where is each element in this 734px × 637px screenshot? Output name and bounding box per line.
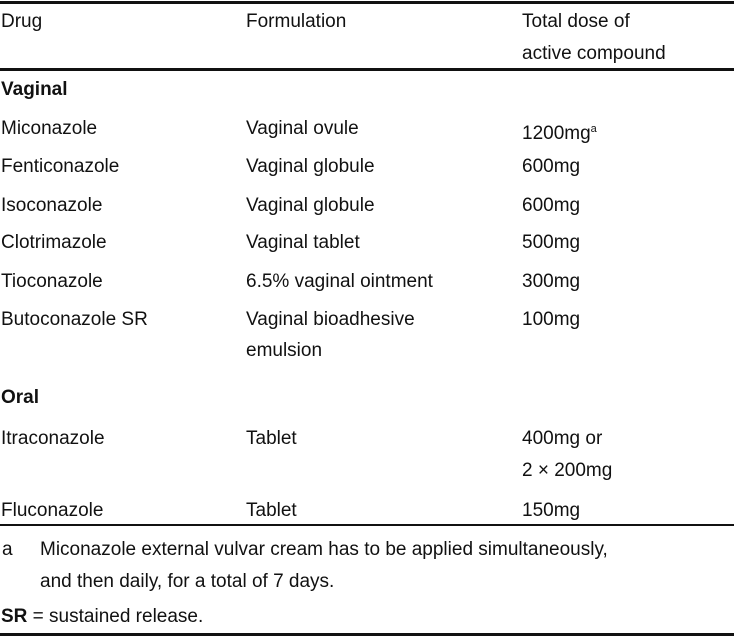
formulation: Vaginal bioadhesive [246,309,415,330]
dose: 300mg [522,271,581,292]
header-formulation: Formulation [246,11,347,32]
top-rule [0,1,734,4]
dose [522,118,597,145]
dose: 150mg [522,500,581,521]
dose: 500mg [522,232,581,253]
footnote-a-line1: Miconazole external vulvar cream has to be applied simultaneously, [40,539,608,560]
formulation: Vaginal tablet [246,232,360,253]
sr-text: = sustained release. [27,606,204,627]
formulation: Tablet [246,428,297,449]
drug: Fenticonazole [1,156,120,177]
drug: Fluconazole [1,500,104,521]
header-drug: Drug [1,11,43,32]
footer-rule [0,524,734,526]
formulation: Vaginal ovule [246,118,359,139]
drug: Itraconazole [1,428,105,449]
footnote-a-line2: and then daily, for a total of 7 days. [40,571,335,592]
formulation-cont: emulsion [246,340,323,361]
sr-abbr: SR [1,606,28,627]
footnote-sr [1,606,203,628]
header-dose-1: Total dose of [522,11,630,32]
section-vaginal: Vaginal [1,79,68,100]
dose: 400mg or [522,428,603,449]
dose-value: 1200mg [522,123,591,144]
dose: 600mg [522,195,581,216]
dose: 100mg [522,309,581,330]
dose: 600mg [522,156,581,177]
drug: Miconazole [1,118,98,139]
footnote-marker-a: a [2,539,13,560]
header-rule [0,68,734,71]
dose-cont: 2 × 200mg [522,460,613,481]
drug: Isoconazole [1,195,103,216]
formulation: Vaginal globule [246,195,375,216]
drug: Tioconazole [1,271,103,292]
bottom-rule [0,633,734,636]
formulation: Tablet [246,500,297,521]
section-oral: Oral [1,387,40,408]
drug: Clotrimazole [1,232,107,253]
formulation: Vaginal globule [246,156,375,177]
header-dose-2: active compound [522,43,666,64]
formulation: 6.5% vaginal ointment [246,271,433,292]
drug: Butoconazole SR [1,309,148,330]
footnote-marker: a [590,123,597,135]
